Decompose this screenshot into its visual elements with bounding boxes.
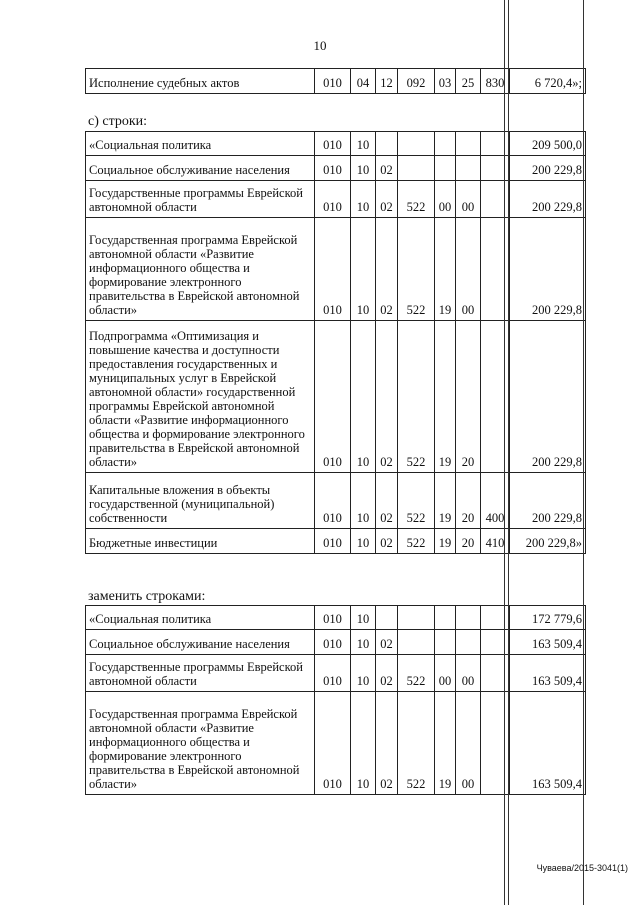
code-cell: 010 xyxy=(315,606,351,630)
code-cell: 010 xyxy=(315,132,351,156)
row-name: «Социальная политика xyxy=(86,132,315,156)
code-cell xyxy=(435,132,456,156)
code-cell xyxy=(481,218,510,321)
amount-cell: 200 229,8» xyxy=(510,529,586,554)
amount-cell: 163 509,4 xyxy=(510,630,586,655)
row-name: «Социальная политика xyxy=(86,606,315,630)
code-cell: 10 xyxy=(351,606,376,630)
amount-cell: 200 229,8 xyxy=(510,181,586,218)
code-cell: 010 xyxy=(315,692,351,795)
code-cell: 19 xyxy=(435,321,456,473)
code-cell: 010 xyxy=(315,156,351,181)
code-cell: 19 xyxy=(435,529,456,554)
code-cell: 19 xyxy=(435,218,456,321)
code-cell: 010 xyxy=(315,69,351,94)
row-name: Государственная программа Еврейской автономной области «Развитие информационного общества и формирование электронного правительства в Еврейской автономной области» xyxy=(86,218,315,321)
code-cell: 522 xyxy=(398,473,435,529)
table-row xyxy=(86,156,586,181)
amount-cell: 200 229,8 xyxy=(510,321,586,473)
table-row xyxy=(86,132,586,156)
code-cell: 522 xyxy=(398,655,435,692)
scan-artifact-line xyxy=(504,0,505,905)
row-name: Социальное обслуживание населения xyxy=(86,156,315,181)
code-cell xyxy=(481,692,510,795)
code-cell: 522 xyxy=(398,321,435,473)
section-label-c: с) строки: xyxy=(88,114,148,129)
table-replacement-rows xyxy=(85,605,586,795)
code-cell: 02 xyxy=(376,630,398,655)
code-cell xyxy=(398,132,435,156)
code-cell xyxy=(376,606,398,630)
code-cell: 00 xyxy=(435,181,456,218)
code-cell: 522 xyxy=(398,218,435,321)
section-label-replace: заменить строками: xyxy=(88,589,206,604)
amount-cell: 200 229,8 xyxy=(510,156,586,181)
table-row xyxy=(86,181,586,218)
code-cell xyxy=(481,132,510,156)
code-cell xyxy=(435,156,456,181)
amount-cell: 209 500,0 xyxy=(510,132,586,156)
code-cell: 010 xyxy=(315,655,351,692)
code-cell: 02 xyxy=(376,321,398,473)
row-name: Капитальные вложения в объекты государственной (муниципальной) собственности xyxy=(86,473,315,529)
row-name: Государственные программы Еврейской автономной области xyxy=(86,655,315,692)
code-cell xyxy=(481,321,510,473)
code-cell xyxy=(456,606,481,630)
code-cell: 10 xyxy=(351,630,376,655)
code-cell: 10 xyxy=(351,655,376,692)
table-row xyxy=(86,606,586,630)
code-cell: 02 xyxy=(376,473,398,529)
table-original-rows xyxy=(85,131,586,554)
code-cell: 10 xyxy=(351,321,376,473)
table-row xyxy=(86,321,586,473)
table-row xyxy=(86,529,586,554)
table-row xyxy=(86,655,586,692)
code-cell: 00 xyxy=(435,655,456,692)
code-cell: 10 xyxy=(351,218,376,321)
code-cell: 10 xyxy=(351,132,376,156)
code-cell: 00 xyxy=(456,218,481,321)
code-cell xyxy=(481,655,510,692)
code-cell xyxy=(398,630,435,655)
code-cell: 00 xyxy=(456,655,481,692)
code-cell xyxy=(456,132,481,156)
page-number: 10 xyxy=(313,38,327,53)
code-cell: 010 xyxy=(315,181,351,218)
code-cell: 10 xyxy=(351,473,376,529)
code-cell: 400 xyxy=(481,473,510,529)
table-row xyxy=(86,692,586,795)
document-code: Чуваева/2015-3041(1) xyxy=(536,863,628,873)
code-cell: 20 xyxy=(456,321,481,473)
table-row xyxy=(86,69,586,94)
code-cell xyxy=(398,606,435,630)
row-name: Социальное обслуживание населения xyxy=(86,630,315,655)
scan-artifact-line xyxy=(508,0,509,905)
amount-cell: 6 720,4»; xyxy=(510,69,586,94)
amount-cell: 200 229,8 xyxy=(510,473,586,529)
code-cell xyxy=(456,630,481,655)
table-previous-row xyxy=(85,68,586,94)
code-cell: 10 xyxy=(351,529,376,554)
amount-cell: 163 509,4 xyxy=(510,655,586,692)
code-cell: 00 xyxy=(456,181,481,218)
table-row xyxy=(86,473,586,529)
code-cell: 522 xyxy=(398,529,435,554)
code-cell xyxy=(481,181,510,218)
row-name: Подпрограмма «Оптимизация и повышение качества и доступности предоставления государственных и муниципальных услуг в Еврейской автономной области» государственной программы Еврейской автономной области «Развитие информационного общества и формирование электронного правительства в Еврейской автономной области» xyxy=(86,321,315,473)
code-cell: 010 xyxy=(315,630,351,655)
code-cell: 19 xyxy=(435,473,456,529)
code-cell: 010 xyxy=(315,218,351,321)
code-cell: 25 xyxy=(456,69,481,94)
code-cell: 410 xyxy=(481,529,510,554)
code-cell: 10 xyxy=(351,181,376,218)
code-cell: 02 xyxy=(376,655,398,692)
table-row xyxy=(86,218,586,321)
code-cell xyxy=(481,156,510,181)
code-cell xyxy=(481,606,510,630)
code-cell: 02 xyxy=(376,218,398,321)
code-cell: 522 xyxy=(398,181,435,218)
code-cell: 20 xyxy=(456,529,481,554)
code-cell xyxy=(481,630,510,655)
row-name: Исполнение судебных актов xyxy=(86,69,315,94)
code-cell: 02 xyxy=(376,181,398,218)
code-cell xyxy=(456,156,481,181)
code-cell: 20 xyxy=(456,473,481,529)
code-cell: 830 xyxy=(481,69,510,94)
code-cell: 010 xyxy=(315,529,351,554)
code-cell xyxy=(376,132,398,156)
code-cell: 522 xyxy=(398,692,435,795)
code-cell: 10 xyxy=(351,692,376,795)
amount-cell: 200 229,8 xyxy=(510,218,586,321)
code-cell: 19 xyxy=(435,692,456,795)
code-cell: 12 xyxy=(376,69,398,94)
code-cell: 00 xyxy=(456,692,481,795)
code-cell: 10 xyxy=(351,156,376,181)
code-cell xyxy=(435,606,456,630)
table-row xyxy=(86,630,586,655)
amount-cell: 163 509,4 xyxy=(510,692,586,795)
code-cell: 03 xyxy=(435,69,456,94)
code-cell xyxy=(398,156,435,181)
code-cell: 04 xyxy=(351,69,376,94)
row-name: Бюджетные инвестиции xyxy=(86,529,315,554)
scan-artifact-line xyxy=(583,0,584,905)
code-cell: 02 xyxy=(376,529,398,554)
code-cell: 02 xyxy=(376,692,398,795)
row-name: Государственные программы Еврейской автономной области xyxy=(86,181,315,218)
code-cell: 010 xyxy=(315,321,351,473)
code-cell: 092 xyxy=(398,69,435,94)
code-cell xyxy=(435,630,456,655)
row-name: Государственная программа Еврейской автономной области «Развитие информационного общества и формирование электронного правительства в Еврейской автономной области» xyxy=(86,692,315,795)
code-cell: 02 xyxy=(376,156,398,181)
amount-cell: 172 779,6 xyxy=(510,606,586,630)
code-cell: 010 xyxy=(315,473,351,529)
